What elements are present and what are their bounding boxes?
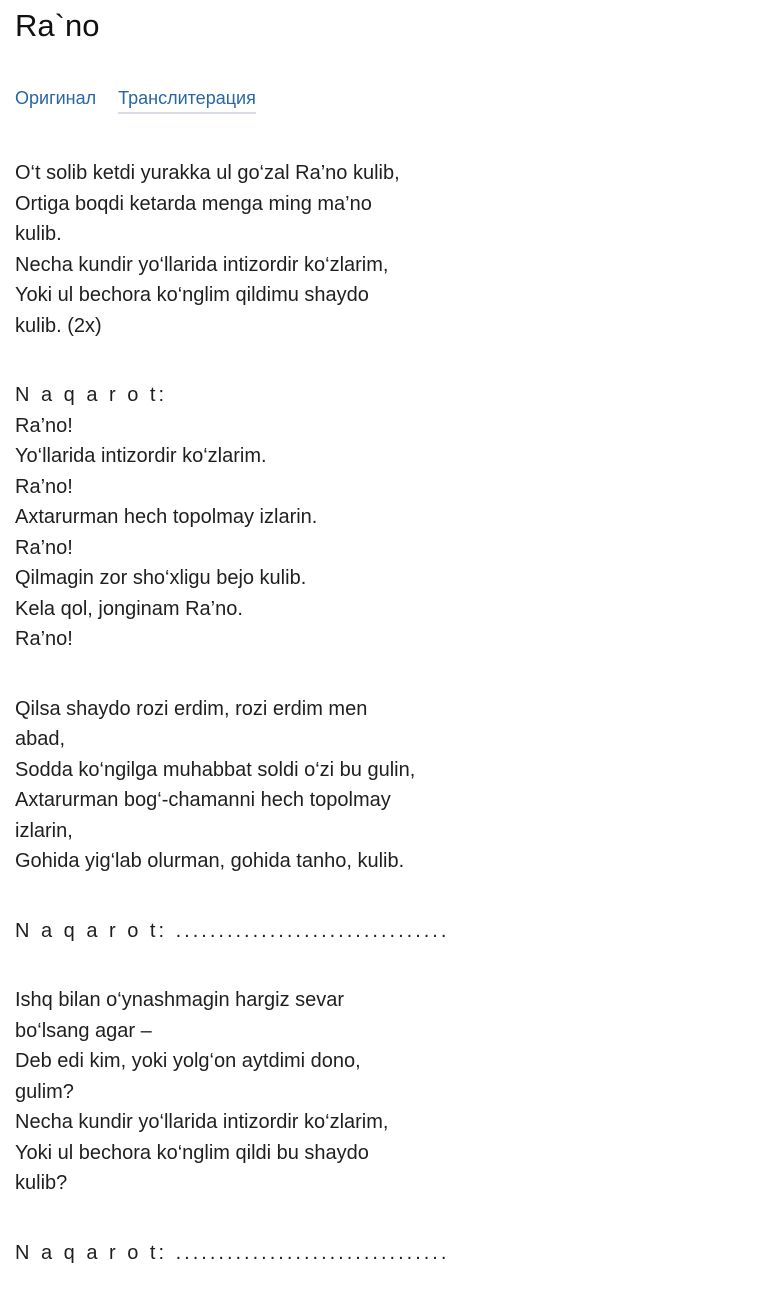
lyric-line: Yoki ul bechora ko‘nglim qildimu shaydo: [15, 284, 369, 306]
refrain-label: N a q a r o t: ................................: [15, 919, 450, 942]
lyrics-stanza: [15, 694, 475, 877]
lyrics-stanza: [15, 380, 475, 655]
lyric-line: Ra’no!: [15, 475, 73, 498]
lyric-line: Sodda ko‘ngilga muhabbat soldi o‘zi bu gulin,: [15, 758, 416, 781]
lyric-line: Ra’no!: [15, 414, 73, 437]
lyric-line: Gohida yig‘lab olurman, gohida tanho, kulib.: [15, 850, 405, 872]
lyric-line: O‘t solib ketdi yurakka ul go‘zal Ra’no kulib,: [15, 162, 400, 184]
lyric-line: Yoki ul bechora ko‘nglim qildi bu shaydo: [15, 1141, 369, 1164]
lyric-line: kulib.: [15, 223, 62, 245]
lyric-line: Ra’no!: [15, 536, 73, 559]
lyric-line: Necha kundir yo‘llarida intizordir ko‘zlarim,: [15, 1111, 389, 1133]
lyric-line: Ra’no!: [15, 628, 73, 650]
refrain-label: N a q a r o t: ................................: [15, 1241, 450, 1264]
lyric-line: gulim?: [15, 1080, 74, 1103]
song-title: Ra`no: [15, 8, 100, 43]
lyric-line: abad,: [15, 728, 66, 750]
lyric-line: Qilsa shaydo rozi erdim, rozi erdim men: [15, 697, 368, 720]
lyric-line: Deb edi kim, yoki yolg‘on aytdimi dono,: [15, 1050, 361, 1072]
lyric-line: Qilmagin zor sho‘xligu bejo kulib.: [15, 567, 307, 589]
refrain-label: N a q a r o t:: [15, 384, 168, 406]
lyrics-body: [15, 158, 475, 1307]
lyrics-stanza: [15, 985, 475, 1199]
lyric-line: Axtarurman hech topolmay izlarin.: [15, 506, 318, 528]
tab-original[interactable]: Оригинал: [15, 88, 97, 108]
lyrics-stanza: [15, 1238, 475, 1269]
view-tabs: [15, 86, 256, 114]
lyric-line: Ishq bilan o‘ynashmagin hargiz sevar: [15, 989, 345, 1011]
tab-transliteration[interactable]: Транслитерация: [118, 86, 256, 114]
lyric-line: Kela qol, jonginam Ra’no.: [15, 597, 243, 620]
lyric-line: Axtarurman bog‘-chamanni hech topolmay: [15, 789, 391, 811]
lyrics-stanza: [15, 916, 475, 947]
lyric-line: izlarin,: [15, 819, 73, 842]
lyric-line: Yo‘llarida intizordir ko‘zlarim.: [15, 445, 267, 467]
lyric-line: bo‘lsang agar –: [15, 1019, 152, 1042]
lyric-line: Ortiga boqdi ketarda menga ming ma’no: [15, 192, 372, 215]
lyric-line: kulib. (2x): [15, 314, 102, 337]
lyric-line: Necha kundir yo‘llarida intizordir ko‘zlarim,: [15, 253, 389, 276]
lyrics-stanza: [15, 158, 475, 341]
lyric-line: kulib?: [15, 1172, 68, 1194]
